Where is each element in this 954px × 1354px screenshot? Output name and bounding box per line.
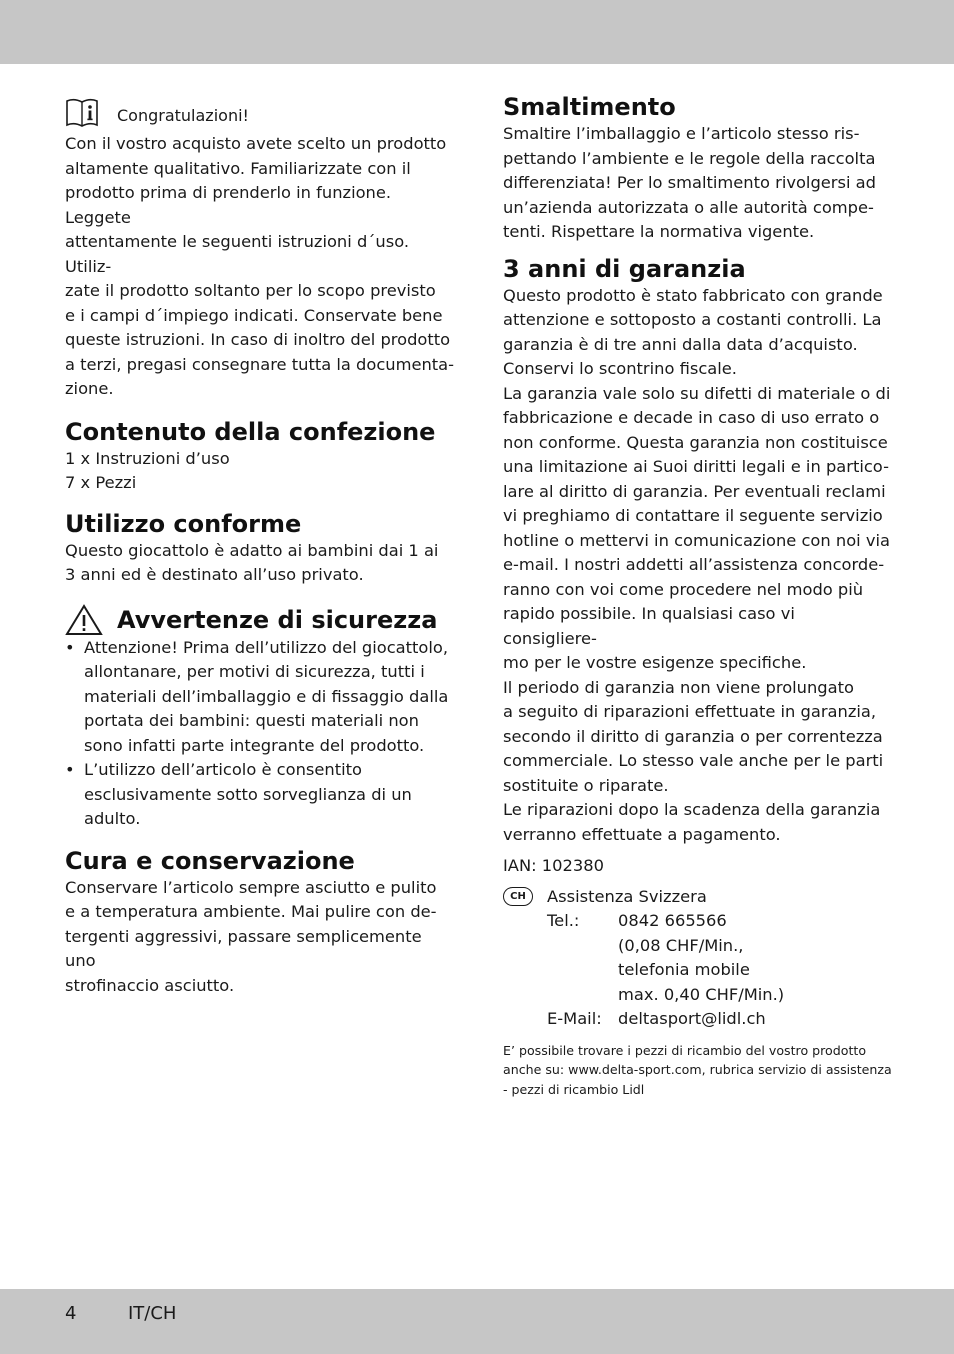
warranty-line: una limitazione ai Suoi diritti legali e in partico- [503,457,889,476]
warranty-line: Il periodo di garanzia non viene prolungato [503,677,854,697]
phone-rate: max. 0,40 CHF/Min.) [618,984,785,1004]
intro-line: a terzi, pregasi consegnare tutta la documenta- [65,354,455,374]
note-line: anche su: www.delta-sport.com, rubrica servizio di assistenza [503,1062,892,1077]
care-line: strofinaccio asciutto. [65,975,235,995]
care-line: tergenti aggressivi, passare semplicemente uno [65,926,422,970]
greeting: Congratulazioni! [117,106,249,125]
intro-line: zione. [65,379,114,398]
intro-line: prodotto prima di prenderlo in funzione. Leggete [65,183,392,227]
phone-rate: telefonia mobile [618,960,750,979]
disposal-line: tenti. Rispettare la normativa vigente. [503,222,815,241]
intro-line: attentamente le seguenti istruzioni d´uso. Utiliz- [65,232,410,276]
disposal-line: pettando l’ambiente e le regole della raccolta [503,148,876,168]
warranty-line: attenzione e sottoposto a costanti controlli. La [503,310,882,329]
contact-details [547,885,784,1032]
warranty-line: fabbricazione e decade in caso di uso errato o [503,408,880,427]
warranty-line: Conservi lo scontrino fiscale. [503,359,737,378]
warranty-line: non conforme. Questa garanzia non costituisce [503,432,888,452]
warranty-line: mo per le vostre esigenze specifiche. [503,653,807,672]
safety-heading: Avvertenze di sicurezza [117,605,438,634]
warranty-line: La garanzia vale solo su difetti di materiale o di [503,383,891,403]
note-line: E’ possibile trovare i pezzi di ricambio del vostro prodotto [503,1042,867,1058]
country-badge: CH [503,887,533,906]
warranty-line: secondo il diritto di garanzia o per correntezza [503,726,883,746]
list-item [65,758,457,832]
intro-text [65,132,457,402]
email-row [547,1007,784,1032]
warranty-line: verranno effettuate a pagamento. [503,824,781,844]
warranty-line: hotline o mettervi in comunicazione con noi via [503,530,890,550]
intended-use-line: 3 anni ed è destinato all’uso privato. [65,565,364,584]
warranty-line: garanzia è di tre anni dalla data d’acquisto. [503,334,858,354]
safety-header [65,604,457,636]
phone-row [547,909,784,1007]
intro-line: Con il vostro acquisto avete scelto un prodotto [65,134,447,153]
phone-rate: (0,08 CHF/Min., [618,935,744,955]
warranty-line: Le riparazioni dopo la scadenza della garanzia [503,800,881,819]
warning-triangle-icon [65,604,103,636]
right-column [503,92,893,1099]
language-code: IT/CH [128,1303,177,1324]
list-item-line: portata dei bambini: questi materiali non [84,711,419,730]
ian-number: IAN: 102380 [503,856,604,875]
warranty-line: ranno con voi come procedere nel modo più [503,579,864,599]
spare-parts-note [503,1041,893,1100]
intro-line: altamente qualitativo. Familiarizzate con il [65,158,411,178]
list-item-line: esclusivamente sotto sorveglianza di un [84,784,412,804]
page-number: 4 [65,1303,77,1324]
email-address: deltasport@lidl.ch [618,1009,766,1028]
intended-use-line: Questo giocattolo è adatto ai bambini dai 1 ai [65,540,439,560]
disposal-heading: Smaltimento [503,93,676,121]
warranty-line: commerciale. Lo stesso vale anche per le parti [503,751,884,770]
intended-use-heading: Utilizzo conforme [65,509,302,538]
info-book-icon [65,98,99,128]
phone-label: Tel.: [547,911,580,930]
warranty-line: vi preghiamo di contattare il seguente servizio [503,506,883,525]
warranty-line: a seguito di riparazioni effettuate in garanzia, [503,702,877,721]
disposal-line: differenziata! Per lo smaltimento rivolgersi ad [503,173,876,192]
list-item-line: allontanare, per motivi di sicurezza, tutti i [84,662,425,681]
list-item-line: materiali dell’imballaggio e di fissaggio dalla [84,686,449,706]
intro-header [65,92,457,128]
left-column [65,92,457,998]
warranty-line: sostituite o riparate. [503,775,669,795]
warranty-line: e-mail. I nostri addetti all’assistenza concorde- [503,555,885,574]
safety-list [65,636,457,832]
contents-line: 1 x Instruzioni d’uso [65,448,230,468]
list-item-line: adulto. [84,809,141,828]
contents-heading: Contenuto della confezione [65,417,436,446]
list-item-line: • Attenzione! Prima dell’utilizzo del giocattolo, [84,637,449,657]
warranty-line: Questo prodotto è stato fabbricato con grande [503,285,883,305]
phone-number: 0842 665566 [618,911,727,930]
care-heading: Cura e conservazione [65,846,355,875]
warranty-heading: 3 anni di garanzia [503,254,746,283]
service-name: Assistenza Svizzera [547,886,707,906]
intro-line: zate il prodotto soltanto per lo scopo previsto [65,281,436,300]
disposal-line: Smaltire l’imballaggio e l’articolo stesso ris- [503,124,860,143]
care-line: Conservare l’articolo sempre asciutto e pulito [65,877,437,897]
care-line: e a temperatura ambiente. Mai pulire con de- [65,902,437,921]
contact-block [503,885,893,1032]
warranty-line: lare al diritto di garanzia. Per eventuali reclami [503,481,886,501]
note-line: - pezzi di ricambio Lidl [503,1081,645,1097]
contents-line: 7 x Pezzi [65,473,137,492]
list-item-line: sono infatti parte integrante del prodotto. [84,735,425,755]
intro-line: e i campi d´impiego indicati. Conservate bene [65,305,443,325]
list-item-line: • L’utilizzo dell’articolo è consentito [84,760,362,779]
warranty-line: rapido possibile. In qualsiasi caso vi consigliere- [503,604,795,648]
intro-line: queste istruzioni. In caso di inoltro del prodotto [65,330,451,349]
disposal-line: un’azienda autorizzata o alle autorità compe- [503,197,874,217]
header-bar [0,0,954,64]
list-item [65,636,457,759]
email-label: E-Mail: [547,1009,602,1028]
